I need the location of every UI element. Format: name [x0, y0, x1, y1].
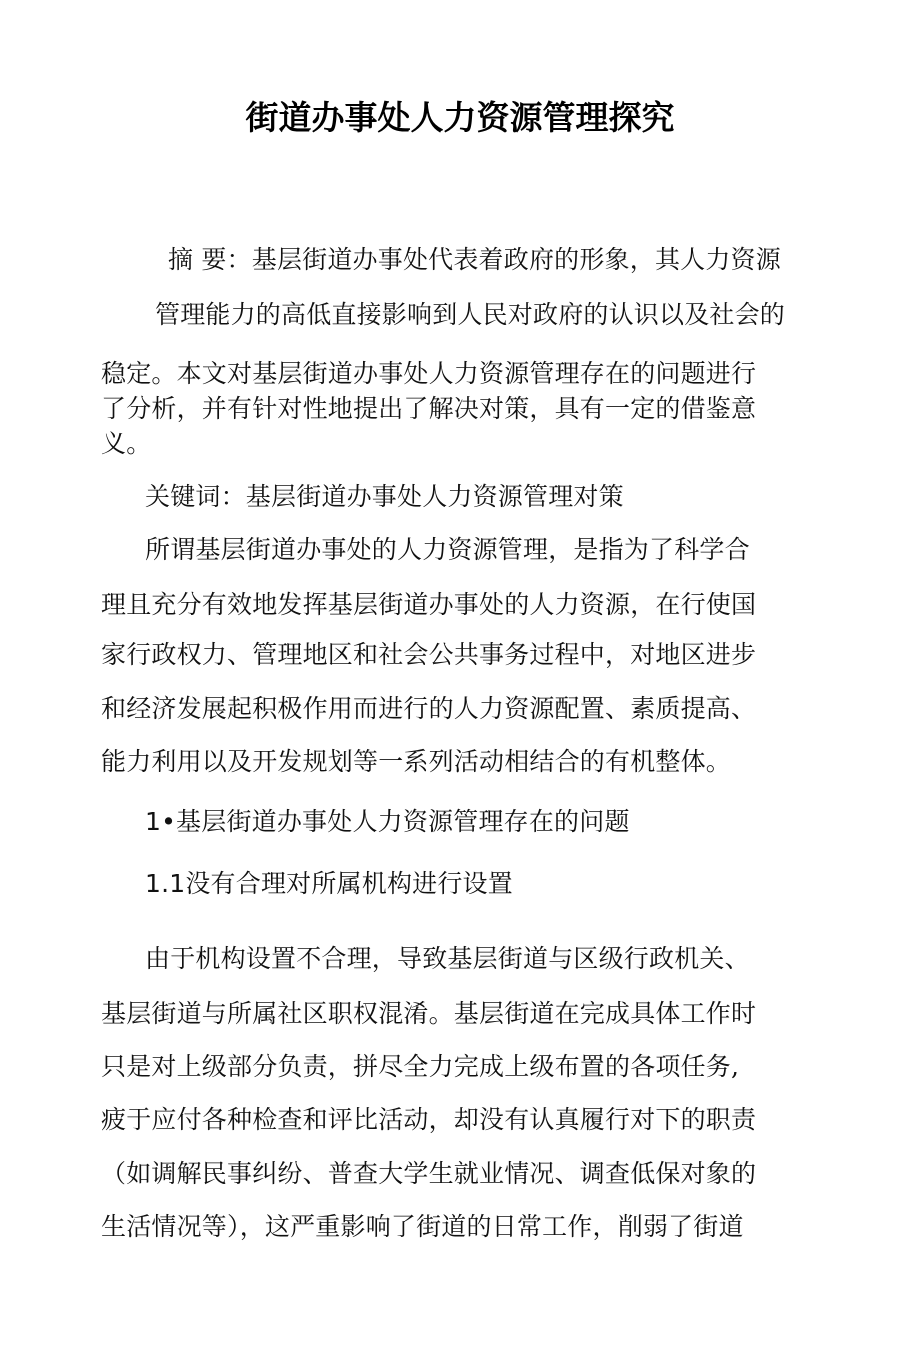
body-line-5: （如调解民事纠纷、普查大学生就业情况、调查低保对象的 [101, 1159, 757, 1188]
intro-line-1: 所谓基层街道办事处的人力资源管理，是指为了科学合 [145, 535, 750, 564]
abstract-line-2: 管理能力的高低直接影响到人民对政府的认识以及社会的 [155, 300, 786, 329]
body-line-2: 基层街道与所属社区职权混淆。基层街道在完成具体工作时 [101, 999, 757, 1028]
abstract-line-5: 义。 [101, 429, 152, 458]
intro-line-3: 家行政权力、管理地区和社会公共事务过程中，对地区进步 [101, 640, 757, 669]
document-title: 街道办事处人力资源管理探究 [245, 98, 675, 137]
body-line-3: 只是对上级部分负责，拼尽全力完成上级布置的各项任务, [101, 1052, 740, 1081]
body-line-6: 生活情况等），这严重影响了街道的日常工作，削弱了街道 [101, 1212, 744, 1241]
intro-line-5: 能力利用以及开发规划等一系列活动相结合的有机整体。 [101, 747, 732, 776]
abstract-line-4: 了分析，并有针对性地提出了解决对策，具有一定的借鉴意 [101, 394, 757, 423]
keywords-line: 关键词：基层街道办事处人力资源管理对策 [145, 482, 624, 511]
section-1-1-heading: 1.1没有合理对所属机构进行设置 [145, 869, 513, 898]
abstract-line-1: 摘 要：基层街道办事处代表着政府的形象，其人力资源 [168, 245, 781, 274]
intro-line-2: 理且充分有效地发挥基层街道办事处的人力资源，在行使国 [101, 590, 757, 619]
body-line-4: 疲于应付各种检查和评比活动，却没有认真履行对下的职责 [101, 1105, 757, 1134]
abstract-line-3: 稳定。本文对基层街道办事处人力资源管理存在的问题进行 [101, 359, 757, 388]
section-1-heading: 1•基层街道办事处人力资源管理存在的问题 [145, 807, 630, 836]
intro-line-4: 和经济发展起积极作用而进行的人力资源配置、素质提高、 [101, 694, 757, 723]
body-line-1: 由于机构设置不合理，导致基层街道与区级行政机关、 [145, 944, 750, 973]
